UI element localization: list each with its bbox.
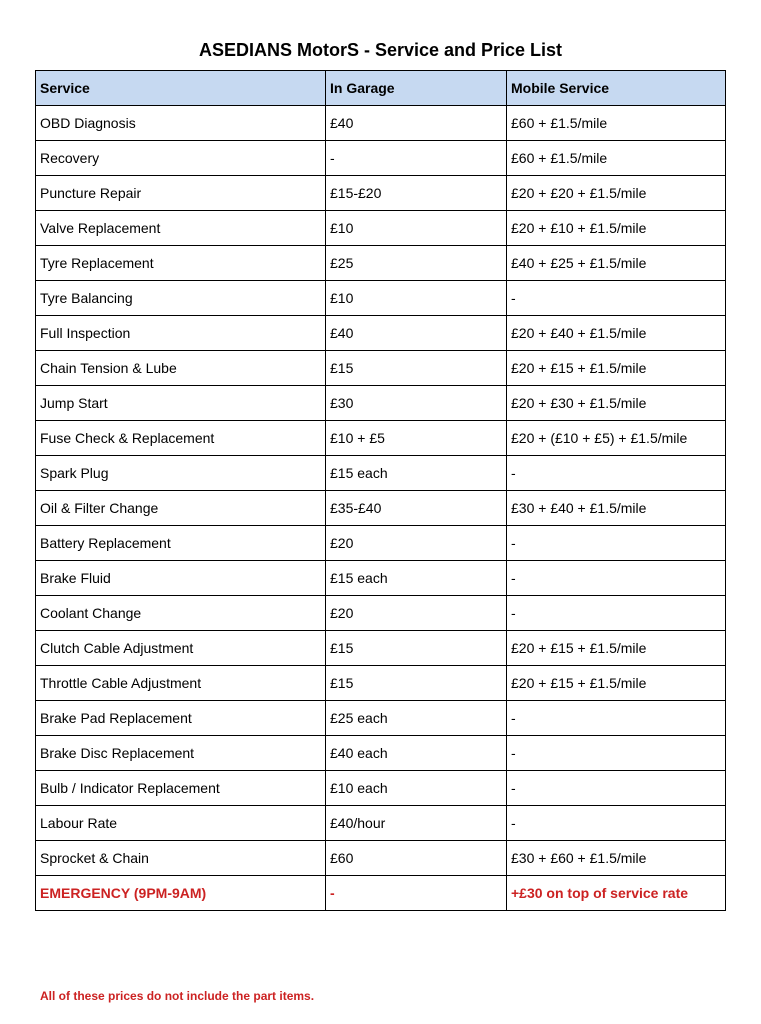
service-cell: Oil & Filter Change	[36, 491, 326, 526]
in-garage-cell: £25	[326, 246, 507, 281]
mobile-service-cell: -	[507, 806, 726, 841]
mobile-service-cell: £20 + £20 + £1.5/mile	[507, 176, 726, 211]
service-cell: Spark Plug	[36, 456, 326, 491]
header-in-garage: In Garage	[326, 71, 507, 106]
table-row	[36, 701, 726, 736]
header-service: Service	[36, 71, 326, 106]
in-garage-cell: £15	[326, 351, 507, 386]
mobile-service-cell: -	[507, 526, 726, 561]
service-cell: Throttle Cable Adjustment	[36, 666, 326, 701]
service-cell: Brake Fluid	[36, 561, 326, 596]
in-garage-cell: £40 each	[326, 736, 507, 771]
table-row	[36, 246, 726, 281]
table-row	[36, 631, 726, 666]
service-cell: Chain Tension & Lube	[36, 351, 326, 386]
table-row	[36, 491, 726, 526]
service-cell: Sprocket & Chain	[36, 841, 326, 876]
in-garage-cell: £15	[326, 631, 507, 666]
in-garage-cell: £10 each	[326, 771, 507, 806]
service-cell: Valve Replacement	[36, 211, 326, 246]
service-cell: Clutch Cable Adjustment	[36, 631, 326, 666]
in-garage-cell: -	[326, 141, 507, 176]
in-garage-cell: £40/hour	[326, 806, 507, 841]
service-cell: Labour Rate	[36, 806, 326, 841]
service-cell: Puncture Repair	[36, 176, 326, 211]
service-cell: OBD Diagnosis	[36, 106, 326, 141]
table-row	[36, 211, 726, 246]
table-row	[36, 736, 726, 771]
mobile-service-cell: £20 + £15 + £1.5/mile	[507, 351, 726, 386]
mobile-service-cell: -	[507, 771, 726, 806]
table-row	[36, 561, 726, 596]
table-row	[36, 841, 726, 876]
table-header-row	[36, 71, 726, 106]
service-cell: Full Inspection	[36, 316, 326, 351]
service-cell: Bulb / Indicator Replacement	[36, 771, 326, 806]
table-row	[36, 351, 726, 386]
mobile-service-cell: -	[507, 701, 726, 736]
table-row	[36, 421, 726, 456]
mobile-service-cell: £20 + £30 + £1.5/mile	[507, 386, 726, 421]
mobile-service-cell: £20 + £15 + £1.5/mile	[507, 666, 726, 701]
service-cell: Fuse Check & Replacement	[36, 421, 326, 456]
in-garage-cell: £30	[326, 386, 507, 421]
in-garage-cell: £40	[326, 106, 507, 141]
table-row	[36, 176, 726, 211]
page-title: ASEDIANS MotorS - Service and Price List	[198, 40, 563, 60]
mobile-service-cell: -	[507, 736, 726, 771]
footnote: All of these prices do not include the part items.	[40, 989, 315, 1003]
in-garage-cell: £25 each	[326, 701, 507, 736]
mobile-service-cell: -	[507, 561, 726, 596]
table-row	[36, 281, 726, 316]
service-cell: Brake Disc Replacement	[36, 736, 326, 771]
table-row	[36, 316, 726, 351]
in-garage-cell: £20	[326, 596, 507, 631]
in-garage-cell: £15	[326, 666, 507, 701]
service-cell: Tyre Replacement	[36, 246, 326, 281]
service-cell: Recovery	[36, 141, 326, 176]
mobile-service-cell: £60 + £1.5/mile	[507, 141, 726, 176]
table-row	[36, 771, 726, 806]
service-cell: Brake Pad Replacement	[36, 701, 326, 736]
in-garage-cell: £20	[326, 526, 507, 561]
in-garage-cell: £35-£40	[326, 491, 507, 526]
table-row	[36, 526, 726, 561]
table-row	[36, 666, 726, 701]
price-table	[35, 70, 726, 911]
in-garage-cell: £40	[326, 316, 507, 351]
header-mobile-service: Mobile Service	[507, 71, 726, 106]
table-row	[36, 596, 726, 631]
service-cell: Tyre Balancing	[36, 281, 326, 316]
in-garage-cell: £60	[326, 841, 507, 876]
mobile-service-cell: £40 + £25 + £1.5/mile	[507, 246, 726, 281]
emergency-service: EMERGENCY (9PM-9AM)	[36, 876, 326, 911]
emergency-in-garage: -	[326, 876, 507, 911]
in-garage-cell: £15 each	[326, 561, 507, 596]
mobile-service-cell: £20 + (£10 + £5) + £1.5/mile	[507, 421, 726, 456]
table-row	[36, 386, 726, 421]
mobile-service-cell: £20 + £40 + £1.5/mile	[507, 316, 726, 351]
table-row	[36, 456, 726, 491]
table-row	[36, 806, 726, 841]
service-cell: Battery Replacement	[36, 526, 326, 561]
mobile-service-cell: £20 + £10 + £1.5/mile	[507, 211, 726, 246]
emergency-mobile: +£30 on top of service rate	[507, 876, 726, 911]
mobile-service-cell: -	[507, 281, 726, 316]
mobile-service-cell: £30 + £40 + £1.5/mile	[507, 491, 726, 526]
service-cell: Coolant Change	[36, 596, 326, 631]
in-garage-cell: £10	[326, 281, 507, 316]
mobile-service-cell: £30 + £60 + £1.5/mile	[507, 841, 726, 876]
mobile-service-cell: £20 + £15 + £1.5/mile	[507, 631, 726, 666]
in-garage-cell: £15-£20	[326, 176, 507, 211]
emergency-row	[36, 876, 726, 911]
table-row	[36, 141, 726, 176]
table-body	[36, 106, 726, 911]
service-cell: Jump Start	[36, 386, 326, 421]
in-garage-cell: £10	[326, 211, 507, 246]
mobile-service-cell: £60 + £1.5/mile	[507, 106, 726, 141]
table-row	[36, 106, 726, 141]
mobile-service-cell: -	[507, 456, 726, 491]
mobile-service-cell: -	[507, 596, 726, 631]
in-garage-cell: £10 + £5	[326, 421, 507, 456]
in-garage-cell: £15 each	[326, 456, 507, 491]
